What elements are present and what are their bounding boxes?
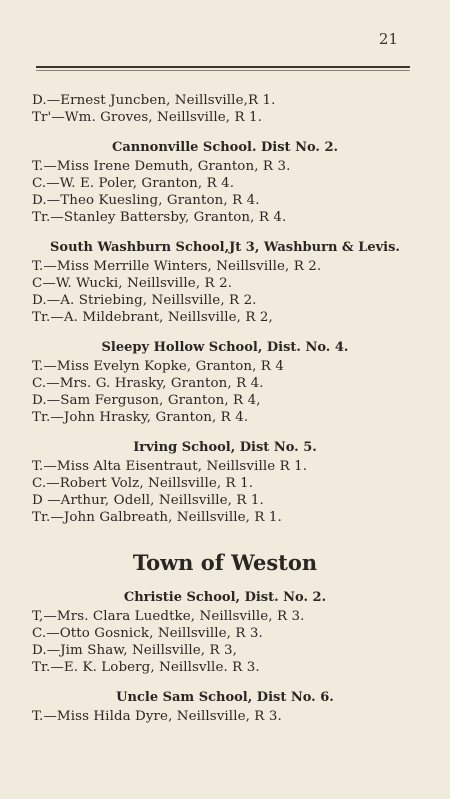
school-section-uncle-sam	[32, 689, 418, 725]
page-content	[32, 92, 418, 725]
school-section-south-washburn	[32, 239, 418, 326]
officer-entry: D.—Sam Ferguson, Granton, R 4,	[32, 393, 261, 408]
officer-entry: Tr.—John Galbreath, Neillsville, R 1.	[32, 510, 282, 525]
header-rule	[36, 66, 410, 68]
school-heading: Uncle Sam School, Dist No. 6.	[116, 690, 334, 705]
officer-entry: T.—Miss Merrille Winters, Neillsville, R 2.	[32, 259, 322, 274]
school-section-cannonville	[32, 139, 418, 226]
officer-entry: D.—Jim Shaw, Neillsville, R 3,	[32, 643, 238, 658]
officer-entry: C.—Robert Volz, Neillsville, R 1.	[32, 476, 254, 491]
officer-entry: D.—Theo Kuesling, Granton, R 4.	[32, 193, 260, 208]
officer-entry: T.—Miss Alta Eisentraut, Neillsville R 1.	[32, 459, 308, 474]
officer-entry: C.—Mrs. G. Hrasky, Granton, R 4.	[32, 376, 264, 391]
school-section-sleepy-hollow	[32, 339, 418, 426]
officer-entry: T.—Miss Irene Demuth, Granton, R 3.	[32, 159, 291, 174]
officer-entry: Tr.—Stanley Battersby, Granton, R 4.	[32, 210, 287, 225]
officer-entry: C—W. Wucki, Neillsville, R 2.	[32, 276, 233, 291]
school-heading: Irving School, Dist No. 5.	[133, 440, 317, 455]
officer-entry: T.—Miss Hilda Dyre, Neillsville, R 3.	[32, 709, 282, 724]
officer-entry: Tr.—E. K. Loberg, Neillsvlle. R 3.	[32, 660, 260, 675]
officer-entry: D —Arthur, Odell, Neillsville, R 1.	[32, 493, 264, 508]
school-section-irving	[32, 439, 418, 526]
officer-entry: C.—Otto Gosnick, Neillsville, R 3.	[32, 626, 263, 641]
officer-entry: Tr'—Wm. Groves, Neillsville, R 1.	[32, 110, 263, 125]
officer-entry: D.—A. Striebing, Neillsville, R 2.	[32, 293, 257, 308]
school-heading: South Washburn School,Jt 3, Washburn & Levis.	[50, 240, 400, 255]
top-entries	[32, 92, 418, 126]
school-heading: Cannonville School. Dist No. 2.	[111, 140, 339, 155]
officer-entry: T.—Miss Evelyn Kopke, Granton, R 4	[32, 359, 284, 374]
page-number: 21	[378, 30, 398, 48]
officer-entry: Tr.—John Hrasky, Granton, R 4.	[32, 410, 249, 425]
officer-entry: D.—Ernest Juncben, Neillsville,R 1.	[32, 93, 276, 108]
officer-entry: Tr.—A. Mildebrant, Neillsville, R 2,	[32, 310, 273, 325]
officer-entry: C.—W. E. Poler, Granton, R 4.	[32, 176, 235, 191]
school-heading: Christie School, Dist. No. 2.	[123, 590, 327, 605]
school-heading: Sleepy Hollow School, Dist. No. 4.	[101, 340, 349, 355]
school-section-christie	[32, 589, 418, 676]
officer-entry: T,—Mrs. Clara Luedtke, Neillsville, R 3.	[32, 609, 305, 624]
town-title: Town of Weston	[132, 550, 318, 575]
